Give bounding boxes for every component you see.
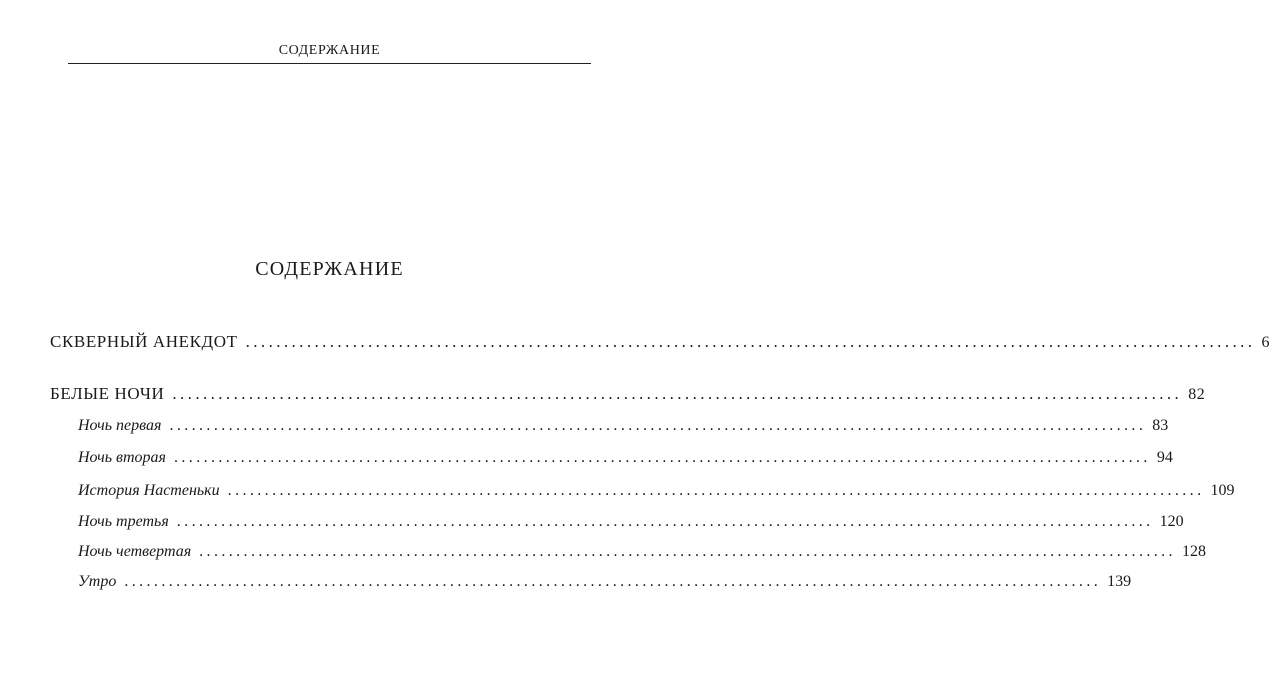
toc-chapter-page: 128	[1181, 543, 1206, 560]
header-rule	[68, 63, 591, 64]
toc-entry-label: СКВЕРНЫЙ АНЕКДОТ	[50, 332, 238, 351]
toc-chapter-label: Утро	[78, 573, 117, 590]
toc-chapter-page: 109	[1210, 482, 1235, 499]
toc-chapter-noch-vtoraya	[78, 446, 1173, 470]
toc-chapter-istoriya-nastenki	[78, 479, 1235, 503]
toc-leader-dots: ....................................................................................................................................	[176, 513, 1154, 530]
toc-chapter-label: Ночь третья	[78, 513, 169, 530]
toc-leader-dots: ....................................................................................................................................	[227, 482, 1205, 499]
toc-entry-belye-nochi	[50, 382, 1206, 406]
toc-chapter-label: Ночь четвертая	[78, 543, 192, 560]
toc-chapter-page: 120	[1159, 513, 1184, 530]
toc-entry-label: БЕЛЫЕ НОЧИ	[50, 384, 165, 403]
toc-chapter-label: Ночь вторая	[78, 449, 166, 466]
toc-chapter-page: 83	[1152, 417, 1169, 434]
toc-entry-page: 6	[1261, 334, 1270, 351]
toc-chapter-noch-chetvertaya	[78, 540, 1206, 564]
toc-chapter-utro	[78, 570, 1132, 594]
toc-chapter-label: Ночь первая	[78, 417, 162, 434]
toc-leader-dots: ....................................................................................................................................	[124, 573, 1102, 590]
toc-entry-page: 82	[1188, 386, 1206, 403]
toc-leader-dots: ....................................................................................................................................	[174, 449, 1151, 466]
toc-entry-skverny-anekdot	[50, 330, 1270, 354]
toc-chapter-noch-tretya	[78, 510, 1184, 534]
toc-leader-dots: ....................................................................................................................................	[169, 417, 1147, 434]
toc-leader-dots: ....................................................................................................................................	[172, 384, 1183, 403]
toc-leader-dots: ....................................................................................................................................	[199, 543, 1176, 560]
page-title: СОДЕРЖАНИЕ	[255, 258, 404, 280]
toc-chapter-noch-pervaya	[78, 414, 1169, 438]
toc-chapter-page: 139	[1107, 573, 1132, 590]
toc-leader-dots: ....................................................................................................................................	[245, 332, 1256, 351]
toc-chapter-label: История Настеньки	[78, 482, 220, 499]
running-head: СОДЕРЖАНИЕ	[278, 43, 381, 58]
toc-chapter-page: 94	[1156, 449, 1173, 466]
